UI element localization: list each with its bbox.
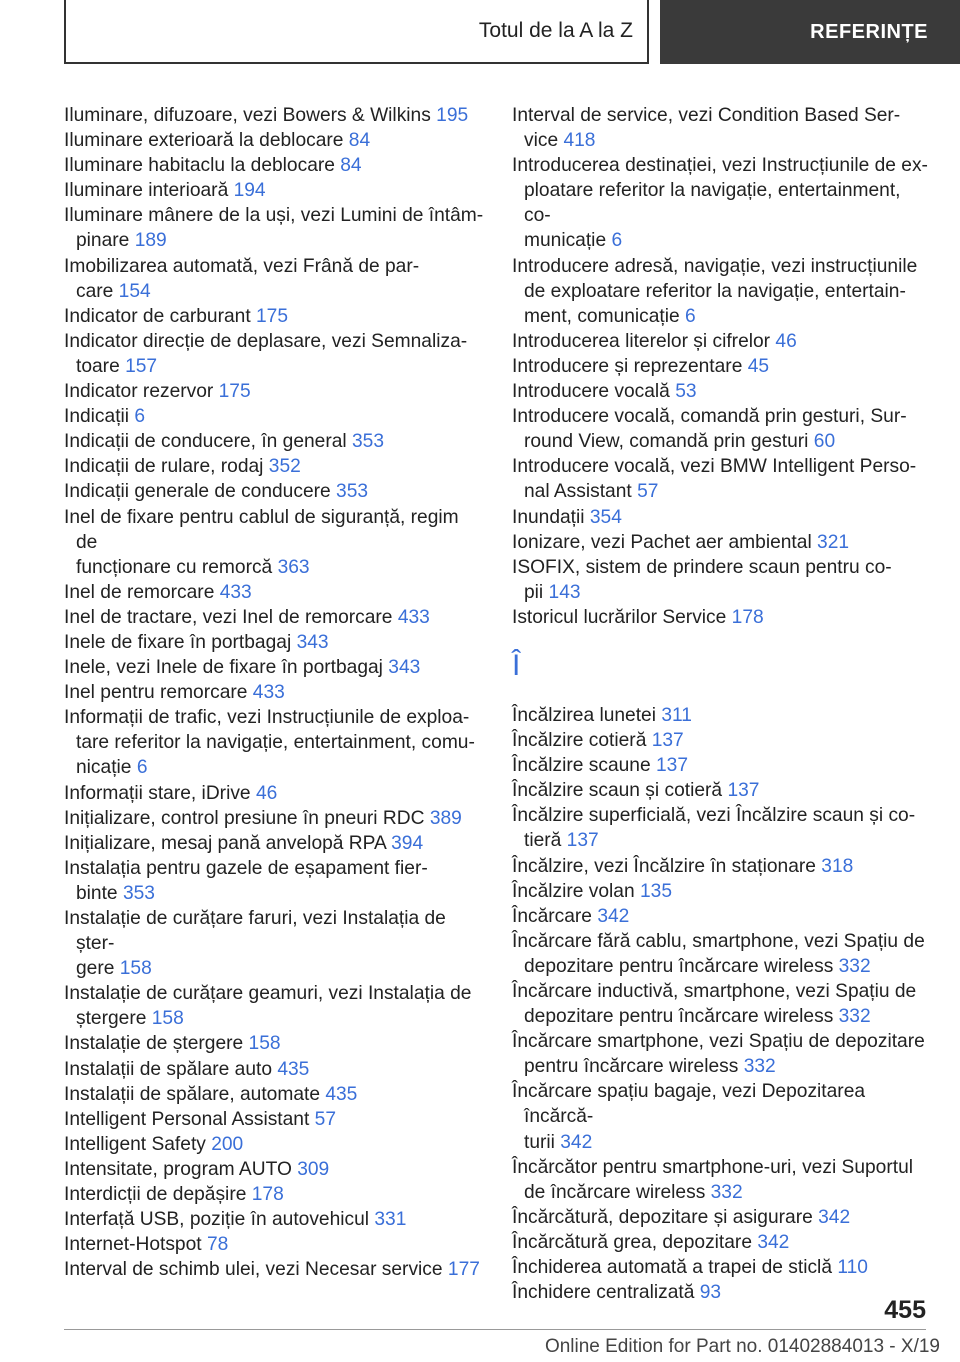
page-reference-link[interactable]: 46 (775, 330, 797, 352)
index-entry: Iluminare interioară 194 (64, 180, 266, 202)
page-reference-link[interactable]: 332 (743, 1056, 776, 1078)
page-reference-link[interactable]: 433 (219, 581, 252, 603)
index-entry: Iluminare mânere de la uși, vezi Lumini de întâm- pinare 189 (64, 205, 484, 252)
index-entry: Inițializare, control presiune în pneuri RDC 389 (64, 807, 462, 829)
page-reference-link[interactable]: 78 (206, 1234, 229, 1256)
index-entry: Instalații de spălare, automate 435 (64, 1083, 358, 1105)
index-entry: Introducerea destinației, vezi Instrucțiunile de ex- ploatare referitor la navigație, entertainment, co- municație 6 (512, 155, 928, 252)
page-reference-link[interactable]: 6 (611, 230, 623, 252)
index-entry: Încărcător pentru smartphone-uri, vezi Suportul de încărcare wireless 332 (512, 1156, 913, 1203)
page-reference-link[interactable]: 57 (314, 1108, 337, 1130)
page-reference-link[interactable]: 342 (818, 1206, 851, 1228)
page-reference-link[interactable]: 178 (731, 606, 764, 628)
index-entry: Intelligent Personal Assistant 57 (64, 1108, 337, 1130)
page-reference-link[interactable]: 158 (248, 1033, 281, 1055)
index-entry: Ionizare, vezi Pachet aer ambiental 321 (512, 531, 850, 553)
page-reference-link[interactable]: 45 (747, 355, 770, 377)
index-entry: Indicator de carburant 175 (64, 305, 289, 327)
section-tab (64, 0, 649, 64)
page-reference-link[interactable]: 342 (560, 1131, 593, 1153)
page-reference-link[interactable]: 84 (348, 130, 371, 152)
index-entry: Istoricul lucrărilor Service 178 (512, 606, 764, 628)
page-reference-link[interactable]: 84 (340, 155, 362, 177)
page-reference-link[interactable]: 135 (640, 880, 673, 902)
page-reference-link[interactable]: 6 (136, 757, 148, 779)
page-reference-link[interactable]: 46 (255, 782, 278, 804)
page-reference-link[interactable]: 332 (838, 955, 871, 977)
index-entry: Introducere vocală, comandă prin gesturi, Sur- round View, comandă prin gesturi 60 (512, 406, 907, 453)
index-entry: Interval de schimb ulei, vezi Necesar service 177 (64, 1259, 480, 1281)
index-entry: Încărcare fără cablu, smartphone, vezi Spațiu de depozitare pentru încărcare wireless 332 (512, 930, 925, 977)
page-reference-link[interactable]: 354 (589, 506, 622, 528)
index-entry: Încălzirea lunetei 311 (512, 704, 692, 726)
page-reference-link[interactable]: 363 (277, 556, 310, 578)
index-entry: Inel de tractare, vezi Inel de remorcare 433 (64, 606, 430, 628)
page-reference-link[interactable]: 343 (388, 657, 421, 679)
index-entry: Iluminare exterioară la deblocare 84 (64, 130, 371, 152)
page-reference-link[interactable]: 60 (813, 431, 836, 453)
page-reference-link[interactable]: 137 (727, 780, 760, 802)
page-reference-link[interactable]: 57 (637, 481, 659, 503)
index-entry: Instalația pentru gazele de eșapament fier- binte 353 (64, 857, 428, 904)
page-reference-link[interactable]: 110 (837, 1257, 868, 1279)
page-reference-link[interactable]: 93 (699, 1282, 722, 1304)
page-reference-link[interactable]: 157 (125, 355, 158, 377)
index-entry: Informații de trafic, vezi Instrucțiunile de exploa- tare referitor la navigație, entertainment, comu- nicație 6 (64, 707, 475, 779)
index-entry: Interval de service, vezi Condition Based Ser- vice 418 (512, 105, 901, 152)
page-reference-link[interactable]: 343 (296, 631, 329, 653)
index-entry: Inele de fixare în portbagaj 343 (64, 631, 329, 653)
page-reference-link[interactable]: 143 (548, 581, 581, 603)
page-reference-link[interactable]: 311 (661, 704, 692, 726)
index-entry: Inel de remorcare 433 (64, 581, 252, 603)
page-reference-link[interactable]: 194 (233, 180, 266, 202)
page-reference-link[interactable]: 175 (256, 305, 289, 327)
index-entry: Indicații generale de conducere 353 (64, 481, 369, 503)
index-entry: Introducerea literelor și cifrelor 46 (512, 330, 797, 352)
page-reference-link[interactable]: 178 (251, 1184, 284, 1206)
section-title: Totul de la A la Z (478, 19, 633, 42)
chapter-tab (660, 0, 960, 64)
page-reference-link[interactable]: 433 (252, 682, 285, 704)
page-reference-link[interactable]: 352 (268, 456, 301, 478)
page-reference-link[interactable]: 154 (118, 280, 151, 302)
index-group-i (512, 103, 930, 630)
page-reference-link[interactable]: 332 (710, 1181, 743, 1203)
page-reference-link[interactable]: 394 (391, 832, 424, 854)
chapter-title: REFERINȚE (810, 20, 928, 43)
footer-divider (64, 1329, 926, 1330)
index-entry: Interfață USB, poziție în autovehicul 331 (64, 1209, 407, 1231)
index-entry: Încărcătură, depozitare și asigurare 342 (512, 1206, 851, 1228)
index-entry: Introducere adresă, navigație, vezi instrucțiunile de exploatare referitor la navigație, entertain- ment, comunicație 6 (512, 255, 918, 327)
page-reference-link[interactable]: 309 (297, 1158, 330, 1180)
index-entry: Iluminare habitaclu la deblocare 84 (64, 155, 362, 177)
page-reference-link[interactable]: 158 (151, 1008, 184, 1030)
page-reference-link[interactable]: 435 (277, 1058, 310, 1080)
index-entry: Instalație de curățare faruri, vezi Instalația de șter- gere 158 (64, 908, 446, 980)
index-entry: Încălzire scaune 137 (512, 755, 689, 777)
index-entry: Încărcare smartphone, vezi Spațiu de depozitare pentru încărcare wireless 332 (512, 1031, 925, 1078)
index-entry: Introducere vocală, vezi BMW Intelligent Perso- nal Assistant 57 (512, 456, 917, 503)
index-entry: Introducere vocală 53 (512, 381, 697, 403)
edition-footer: Online Edition for Part no. 01402884013 - X/19 (544, 1336, 940, 1357)
index-entry: Încălzire scaun și cotieră 137 (512, 780, 760, 802)
page-reference-link[interactable]: 435 (325, 1083, 358, 1105)
index-entry: Încărcare spațiu bagaje, vezi Depozitarea încărcă- turii 342 (512, 1081, 866, 1153)
page-reference-link[interactable]: 389 (429, 807, 462, 829)
page-reference-link[interactable]: 177 (447, 1259, 480, 1281)
page-number: 455 (884, 1296, 926, 1324)
index-entry: Introducere și reprezentare 45 (512, 355, 770, 377)
index-entry: Încălzire, vezi Încălzire în staționare 318 (512, 855, 854, 877)
index-entry: Interdicții de depășire 178 (64, 1184, 284, 1206)
index-entry: Închiderea automată a trapei de sticlă 110 (512, 1257, 868, 1279)
index-entry: Intelligent Safety 200 (64, 1133, 244, 1155)
index-entry: Instalație de ștergere 158 (64, 1033, 281, 1055)
page-reference-link[interactable]: 353 (352, 431, 385, 453)
index-entry: Imobilizarea automată, vezi Frână de par- care 154 (64, 255, 420, 302)
index-entry: Închidere centralizată 93 (512, 1282, 722, 1304)
index-entry: Încărcătură grea, depozitare 342 (512, 1231, 790, 1253)
index-entry: Indicator direcție de deplasare, vezi Semnaliza- toare 157 (64, 330, 468, 377)
page-reference-link[interactable]: 418 (563, 130, 596, 152)
page-reference-link[interactable]: 353 (122, 882, 155, 904)
page-reference-link[interactable]: 175 (218, 381, 251, 403)
index-entry: Inițializare, mesaj pană anvelopă RPA 394 (64, 832, 424, 854)
page-reference-link[interactable]: 137 (656, 755, 689, 777)
page-reference-link[interactable]: 189 (134, 230, 167, 252)
page-reference-link[interactable]: 433 (397, 606, 430, 628)
page-reference-link[interactable]: 158 (119, 958, 152, 980)
index-entry: Instalație de curățare geamuri, vezi Instalația de ștergere 158 (64, 983, 472, 1030)
index-entry: Indicații de conducere, în general 353 (64, 431, 385, 453)
index-entry: Încălzire cotieră 137 (512, 730, 684, 752)
section-letter-heading: Î (512, 648, 521, 682)
index-entry: Inel pentru remorcare 433 (64, 682, 285, 704)
index-entry: Indicator rezervor 175 (64, 381, 251, 403)
index-column-right (512, 103, 930, 1305)
index-group-i-circumflex (512, 703, 930, 1305)
page-reference-link[interactable]: 331 (374, 1209, 407, 1231)
index-entry: Internet-Hotspot 78 (64, 1234, 229, 1256)
page-reference-link[interactable]: 353 (336, 481, 369, 503)
page-reference-link[interactable]: 53 (675, 381, 697, 403)
index-entry: ISOFIX, sistem de prindere scaun pentru co- pii 143 (512, 556, 892, 603)
index-column-left (64, 103, 484, 1282)
page-reference-link[interactable]: 342 (597, 905, 630, 927)
index-entry: Intensitate, program AUTO 309 (64, 1158, 330, 1180)
index-entry: Informații stare, iDrive 46 (64, 782, 278, 804)
index-entry: Indicații de rulare, rodaj 352 (64, 456, 301, 478)
page-header (0, 0, 960, 64)
index-entry: Inundații 354 (512, 506, 622, 528)
page-reference-link[interactable]: 137 (651, 730, 684, 752)
page-reference-link[interactable]: 137 (566, 830, 599, 852)
page-reference-link[interactable]: 6 (685, 305, 696, 327)
index-entry: Inele, vezi Inele de fixare în portbagaj 343 (64, 657, 421, 679)
page-reference-link[interactable]: 195 (436, 105, 469, 126)
index-entry: Încălzire superficială, vezi Încălzire scaun și co- tieră 137 (512, 805, 916, 852)
index-entry: Încălzire volan 135 (512, 880, 673, 902)
index-entry: Iluminare, difuzoare, vezi Bowers & Wilkins 195 (64, 105, 469, 126)
page-reference-link[interactable]: 318 (821, 855, 854, 877)
index-entry: Încărcare inductivă, smartphone, vezi Spațiu de depozitare pentru încărcare wireless 332 (512, 981, 917, 1028)
index-entry: Inel de fixare pentru cablul de siguranță, regim de funcționare cu remorcă 363 (64, 506, 459, 578)
index-entry: Încărcare 342 (512, 905, 630, 927)
page-reference-link[interactable]: 6 (134, 406, 146, 428)
page-reference-link[interactable]: 200 (211, 1133, 244, 1155)
page-reference-link[interactable]: 342 (757, 1231, 790, 1253)
index-entry: Instalații de spălare auto 435 (64, 1058, 310, 1080)
page-reference-link[interactable]: 321 (817, 531, 850, 553)
page-reference-link[interactable]: 332 (838, 1006, 871, 1028)
index-entry: Indicații 6 (64, 406, 146, 428)
